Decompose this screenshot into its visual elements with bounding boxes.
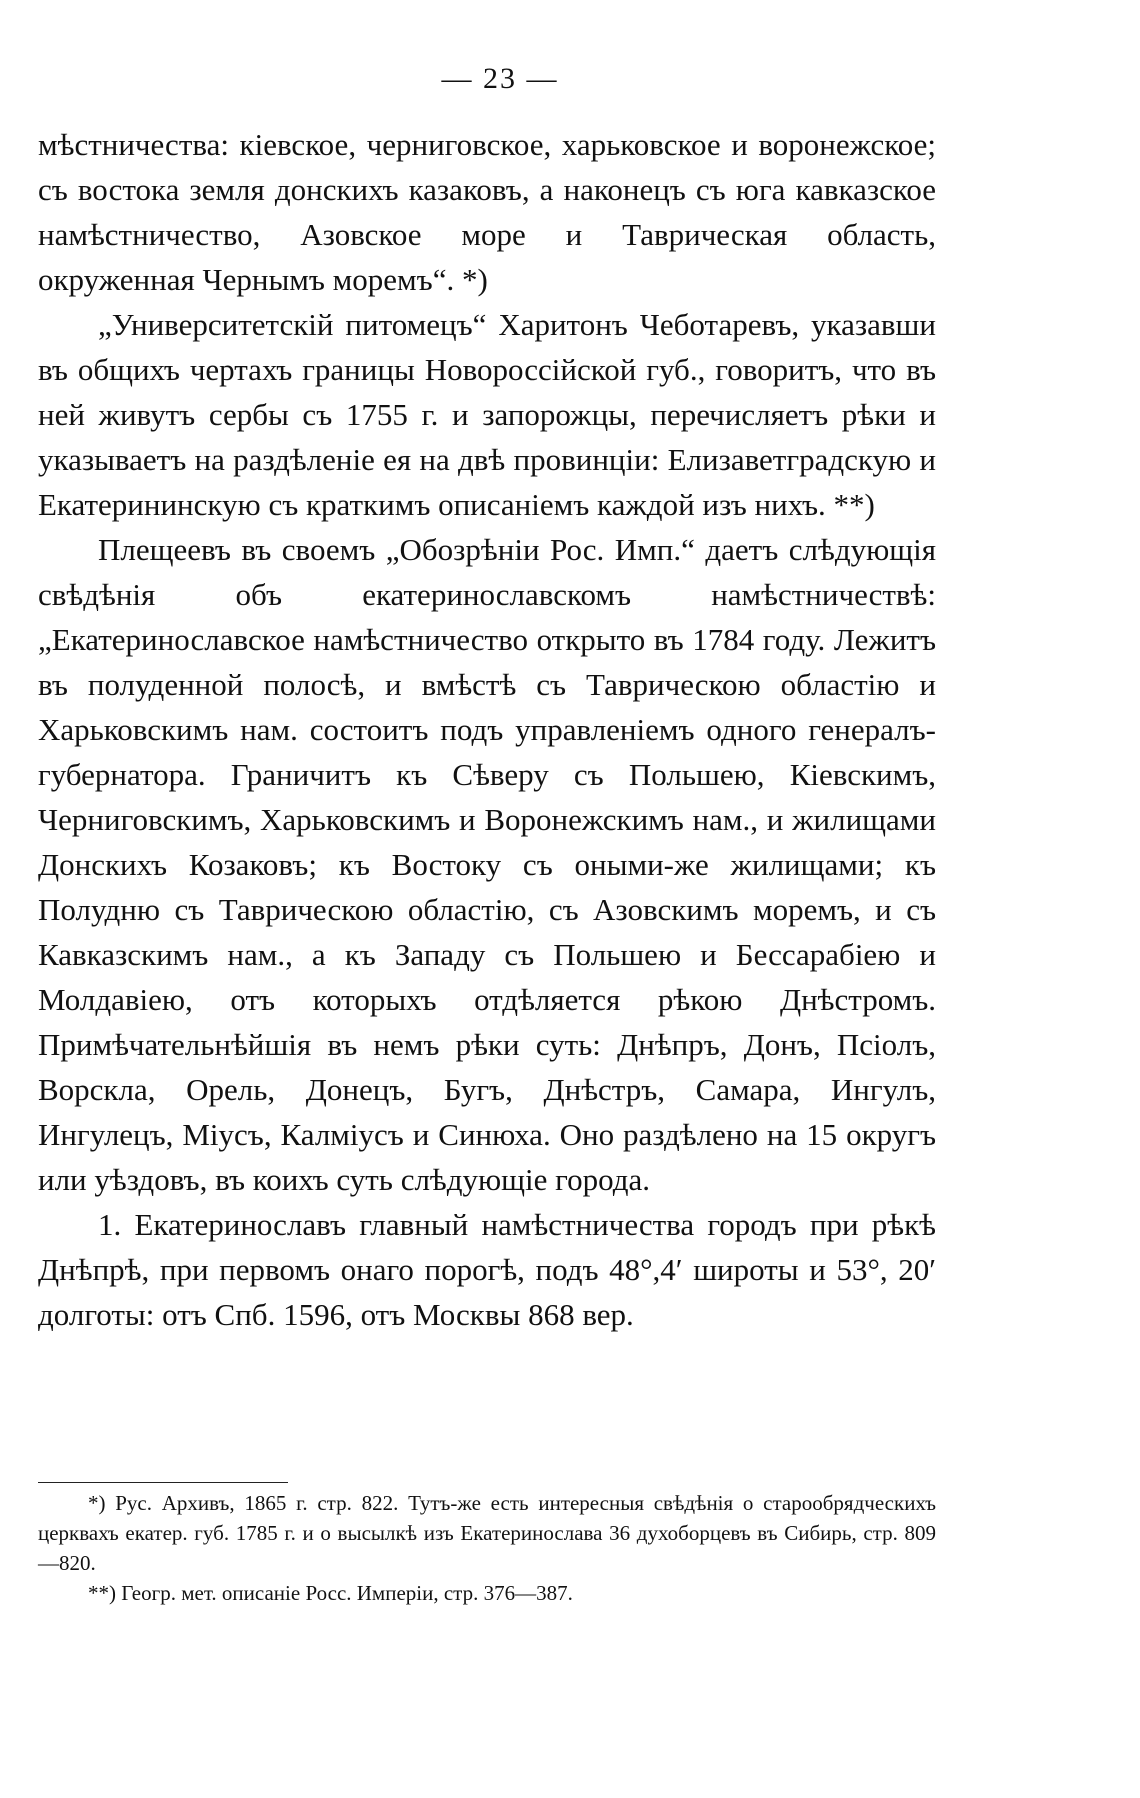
- footnote: *) Рус. Архивъ, 1865 г. стр. 822. Тутъ-же есть интересныя свѣдѣнія о старообрядческихъ церквахъ екатер. губ. 1785 г. и о высылкѣ изъ Екатеринослава 36 духоборцевъ въ Сибирь, стр. 809—820.: [38, 1491, 936, 1575]
- paragraph: Плещеевъ въ своемъ „Обозрѣніи Рос. Имп.“ даетъ слѣдующія свѣдѣнія объ екатеринославскомъ намѣстничествѣ: „Екатеринославское намѣстничество открыто въ 1784 году. Лежитъ въ полуденной полосѣ, и вмѣстѣ съ Таврическою областію и Харьковскимъ нам. состоитъ подъ управленіемъ одного генералъ-губернатора. Граничитъ къ Сѣверу съ Польшею, Кіевскимъ, Черниговскимъ, Харьковскимъ и Воронежскимъ нам., и жилищами Донскихъ Козаковъ; къ Востоку съ оными-же жилищами; къ Полудню съ Таврическою областію, съ Азовскимъ моремъ, и съ Кавказскимъ нам., а къ Западу съ Польшею и Бессарабіею и Молдавіею, отъ которыхъ отдѣляется рѣкою Днѣстромъ. Примѣчательнѣйшія въ немъ рѣки суть: Днѣпръ, Донъ, Псіолъ, Ворскла, Орель, Донецъ, Бугъ, Днѣстръ, Самара, Ингулъ, Ингулецъ, Міусъ, Калміусъ и Синюха. Оно раздѣлено на 15 округъ или уѣздовъ, въ коихъ суть слѣдующіе города.: [38, 532, 936, 1197]
- body-text: [38, 122, 936, 1337]
- page-number: — 23 —: [441, 62, 559, 95]
- footnotes: [38, 1488, 936, 1608]
- paragraph: „Университетскій питомецъ“ Харитонъ Чеботаревъ, указавши въ общихъ чертахъ границы Новороссійской губ., говоритъ, что въ ней живутъ сербы съ 1755 г. и запорожцы, перечисляетъ рѣки и указываетъ на раздѣленіе ея на двѣ провинціи: Елизаветградскую и Екатерининскую съ краткимъ описаніемъ каждой изъ нихъ. **): [38, 307, 936, 522]
- paragraph: мѣстничества: кіевское, черниговское, харьковское и воронежское; съ востока земля донскихъ казаковъ, а наконецъ съ юга кавказское намѣстничество, Азовское море и Таврическая область, окруженная Чернымъ моремъ“. *): [38, 127, 936, 297]
- paragraph: 1. Екатеринославъ главный намѣстничества городъ при рѣкѣ Днѣпрѣ, при первомъ онаго порогѣ, подъ 48°,4′ широты и 53°, 20′ долготы: отъ Спб. 1596, отъ Москвы 868 вер.: [38, 1207, 936, 1332]
- footnote-divider: [38, 1482, 288, 1483]
- footnote: **) Геогр. мет. описаніе Росс. Имперіи, стр. 376—387.: [88, 1581, 573, 1605]
